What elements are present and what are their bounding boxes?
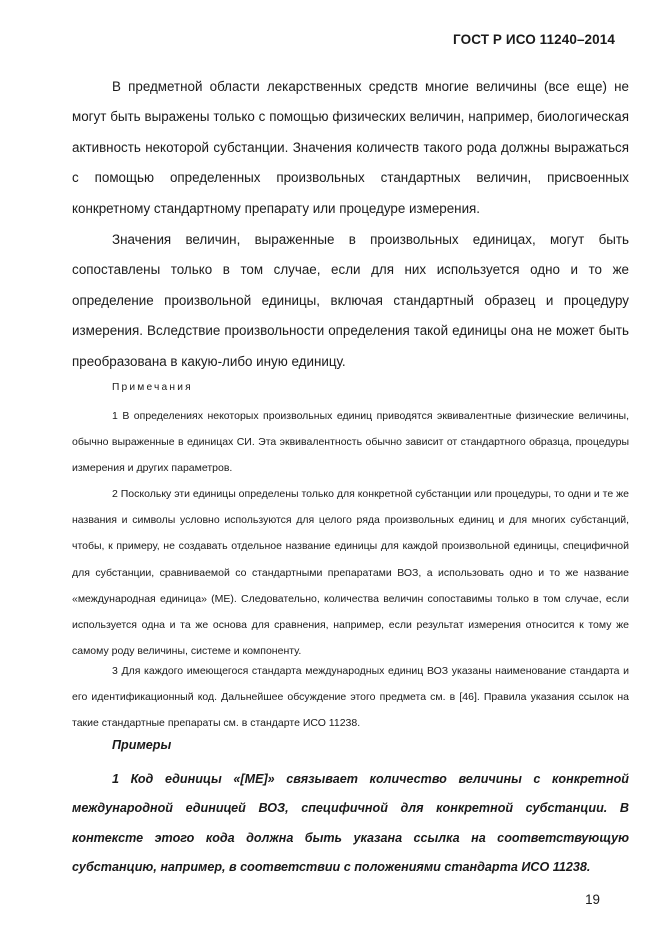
note-item: 1 В определениях некоторых произвольных единиц приводятся эквивалентные физические величины, обычно выраженные в единицах СИ. Эта эквивалентность обычно зависит от стандартного образца, процедуры измерения и других параметров. — [72, 410, 629, 475]
body-paragraph: Значения величин, выраженные в произвольных единицах, могут быть сопоставлены только в том случае, если для них используется одно и то же определение произвольной единицы, включая стандартный образец и процедуру измерения. Вследствие произвольности определения такой единицы она не может быть преобразована в какую-либо иную единицу. — [72, 232, 629, 369]
document-header: ГОСТ Р ИСО 11240–2014 — [453, 32, 615, 47]
notes-heading: Примечания — [112, 382, 193, 393]
note-item: 3 Для каждого имеющегося стандарта международных единиц ВОЗ указаны наименование стандарта и его идентификационный код. Дальнейшее обсуждение этого предмета см. в [46]. Правила указания ссылок на такие стандартные препараты см. в стандарте ИСО 11238. — [72, 665, 629, 730]
note-item: 2 Поскольку эти единицы определены только для конкретной субстанции или процедуры, то одни и те же названия и символы условно используются для целого ряда произвольных единиц и для многих субстанций, чтобы, к примеру, не создавать отдельное название единицы для каждой произвольной единицы, специфичной для субстанции, сравниваемой со стандартными препаратами ВОЗ, а использовать одно и то же название «международная единица» (МЕ). Следовательно, количества величин сопоставимы только в том случае, если используется одна и та же основа для сравнения, например, если результат измерения относится к тому же самому роду величины, системе и компоненту. — [72, 488, 629, 658]
example-item: 1 Код единицы «[МЕ]» связывает количество величины с конкретной международной единицей ВОЗ, специфичной для конкретной субстанции. В контексте этого кода должна быть указана ссылка на соответствующую субстанцию, например, в соответствии с положениями стандарта ИСО 11238. — [72, 772, 629, 875]
page-number: 19 — [585, 892, 600, 907]
body-paragraph: В предметной области лекарственных средств многие величины (все еще) не могут быть выражены только с помощью физических величин, например, биологическая активность некоторой субстанции. Значения количеств такого рода должны выражаться с помощью определенных произвольных стандартных величин, присвоенных конкретному стандартному препарату или процедуре измерения. — [72, 79, 629, 216]
examples-heading: Примеры — [112, 738, 172, 752]
